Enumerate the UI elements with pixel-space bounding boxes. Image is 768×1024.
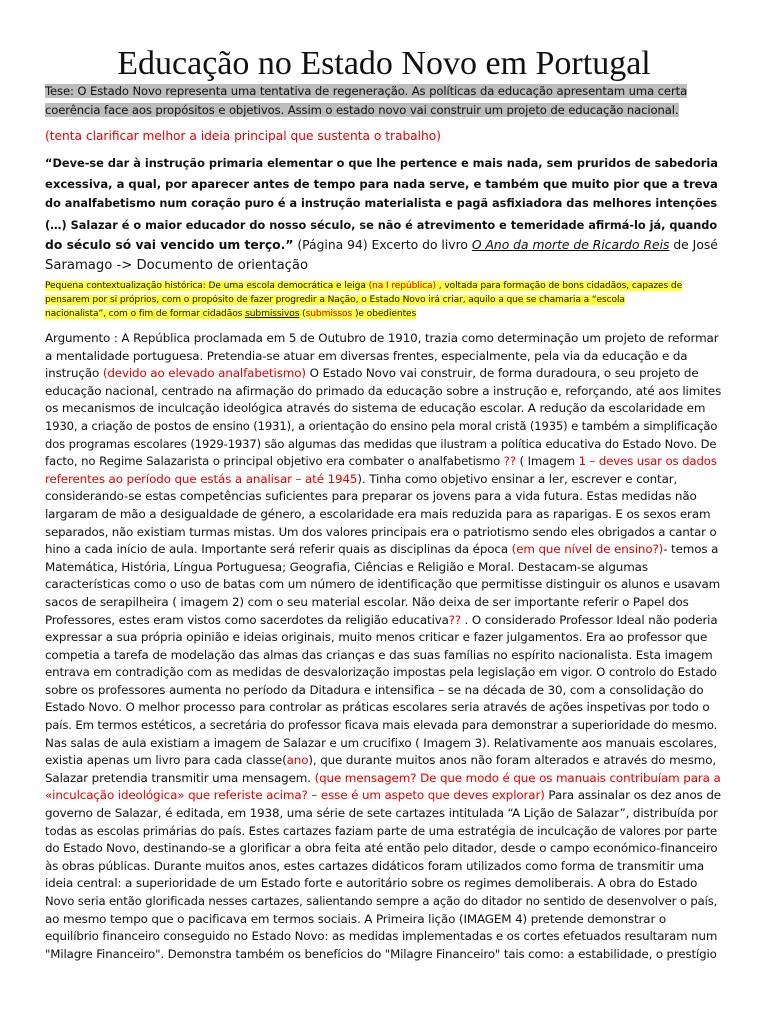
- body-line: competia a tarefa de modelação das almas das crianças e das suas famílias no espírito nacionalista. Esta imagem: [45, 647, 713, 662]
- body-line: Nas salas de aula existiam a imagem de Salazar e um crucifixo ( Imagem 3). Relativamente aos manuais escolares,: [45, 735, 717, 750]
- body-text: . O considerado Professor Ideal não poderia: [461, 612, 718, 627]
- body-line: Novo seria então glorificada nesses cartazes, salientando sempre a ação do ditador no sentido de desenvolver o país,: [45, 894, 718, 908]
- body-line: a mentalidade portuguesa. Pretendia-se atuar em diversas frentes, especialmente, pela via da educação e da: [45, 348, 688, 363]
- teacher-correction: ano: [286, 753, 309, 768]
- underlined-word: submissivos: [245, 308, 300, 319]
- body-line: largaram de mão a desigualdade de género, a escolaridade era mais reduzida para as raparigas. E os sexos eram: [45, 506, 711, 521]
- teacher-correction: (que mensagem? De que modo é que os manuais contribuíam para a: [314, 770, 721, 785]
- body-line: do Estado Novo, destinando-se a glorificar a obra feita até então pelo ditador, desde o campo económico-financeiro: [45, 841, 718, 856]
- body-line: características como o uso de batas com um número de identificação que permitisse distinguir os alunos e usavam: [45, 577, 721, 592]
- body-text: Professores, estes eram vistos como sacerdotes da religião educativa: [45, 612, 449, 627]
- body-text: ). Tinha como objetivo ensinar a ler, escrever e contar,: [357, 471, 678, 486]
- context-text: )e obedientes: [352, 308, 417, 319]
- body-line: ideia central: a superioridade de um Estado forte e autoritário sobre os regimes demoliberais. A obra do Estado: [45, 876, 698, 891]
- teacher-correction: «inculcação ideológica» que referiste acima? – esse é um aspeto que deves explorar): [45, 788, 545, 803]
- quote-line: do século só vai vencido um terço.”: [45, 238, 294, 252]
- teacher-note: (tenta clarificar melhor a ideia principal que sustenta o trabalho): [45, 129, 441, 143]
- body-line: considerando-se estas competências suficientes para preparar os jovens para a vida futura. Estas medidas não: [45, 489, 697, 504]
- body-text: Salazar pretendia transmitir uma mensagem.: [45, 770, 315, 785]
- quote-paragraph: [45, 153, 721, 276]
- body-text: facto, no Regime Salazarista o principal objetivo era combater o analfabetismo: [45, 454, 504, 469]
- teacher-correction: ??: [503, 454, 516, 469]
- body-text: instrução: [45, 366, 103, 381]
- body-text: ( Imagem: [515, 454, 579, 469]
- teacher-correction: submissos: [305, 308, 353, 319]
- page-title: Educação no Estado Novo em Portugal: [117, 45, 651, 82]
- body-text: - temos a: [663, 542, 719, 557]
- body-line: dos programas escolares (1929-1937) são algumas das medidas que ilustram a política educativa do Estado Novo. De: [45, 436, 717, 451]
- historical-context: [45, 280, 721, 321]
- body-line: Estado Novo. O melhor processo para controlar as práticas escolares seria através de ações inspetivas por todo o: [45, 700, 710, 715]
- thesis-paragraph: [45, 82, 721, 120]
- quote-line: excessiva, a qual, por aparecer antes de tempo para nada serve, e também que muito pior que a treva: [45, 176, 718, 191]
- body-line: entrava em contradição com as medidas de desvalorização impostas pela legislação em vigor. O controlo do Estado: [45, 665, 717, 680]
- body-line: separados, não existiam turmas mistas. Um dos valores principais era o patriotismo sendo eles obrigados a cantar o: [45, 524, 717, 539]
- body-text: ), que durante muitos anos não foram alterados e através do mesmo,: [308, 753, 717, 768]
- thesis-line: coerência face aos propósitos e objetivos. Assim o estado novo vai construir um projeto de educação nacional.: [45, 103, 679, 117]
- quote-source-line: Saramago -> Documento de orientação: [45, 257, 309, 273]
- context-text: pensarem por si próprios, com o propósito de fazer progredir a Nação, o Estado Novo irá criar, aquilo a que se chamaria a “escola: [45, 294, 625, 305]
- body-text: O Estado Novo vai construir, de forma duradoura, o seu projeto de: [305, 366, 699, 381]
- quote-source: (Página 94) Excerto do livro: [293, 238, 472, 252]
- body-line: todas as escolas primárias do país. Estes cartazes faziam parte de uma estratégia de inculcação de valores por parte: [45, 823, 718, 838]
- teacher-correction: (devido ao elevado analfabetismo): [102, 366, 306, 381]
- body-line: ao mesmo tempo que o pacificava em termos sociais. A Primeira lição (IMAGEM 4) pretende demonstrar o: [45, 911, 667, 926]
- body-line: sacos de serapilheira ( imagem 2) com o seu material escolar. Não deixa de ser importante referir o Papel dos: [45, 594, 689, 609]
- body-line: Matemática, História, Língua Portuguesa; Geografia, Ciências e Religião e Moral. Destacam-se algumas: [45, 559, 648, 574]
- context-text: nacionalista”, com o fim de formar cidadãos: [45, 308, 246, 319]
- context-text: (: [299, 308, 306, 319]
- teacher-correction: (na I república): [368, 281, 436, 291]
- body-line: 1930, a criação de postos de ensino (1931), a orientação do ensino pela moral cristã (1935) e também a simplificação: [45, 418, 718, 433]
- thesis-line: Tese: O Estado Novo representa uma tentativa de regeneração. As políticas da educação apresentam uma certa: [45, 84, 688, 98]
- teacher-correction: ??: [448, 612, 462, 627]
- body-line: governo de Salazar, é editada, em 1938, uma série de sete cartazes intitulada “A Lição de Salazar”, distribuída por: [45, 806, 718, 821]
- teacher-correction: 1 – deves usar os dados: [578, 454, 717, 469]
- body-line: "Milagre Financeiro". Demonstra também os benefícios do "Milagre Financeiro" tais como: a estabilidade, o prestígio: [45, 946, 717, 961]
- book-title: O Ano da morte de Ricardo Reis: [471, 238, 670, 252]
- quote-line: (…) Salazar é o maior educador do nosso século, se não é atrevimento e temeridade afirmá-lo já, quando: [45, 217, 718, 232]
- body-line: educação nacional, centrado na afirmação do primado da educação sobre a instrução e, reforçando, até aos limites: [45, 383, 722, 398]
- body-line: país. Em termos estéticos, a secretária do professor ficava mais elevada para demonstrar a superioridade do mesmo.: [45, 718, 718, 733]
- quote-line: do analfabetismo num coração puro é a instrução materialista e pagã asfixiadora das melhores intenções: [45, 197, 718, 210]
- body-line: às obras públicas. Durante muitos anos, estes cartazes didáticos foram utilizados como forma de transmitir uma: [45, 858, 705, 873]
- body-text: hino a cada início de aula. Importante será referir quais as disciplinas da época: [45, 542, 512, 557]
- body-line: os mecanismos de inculcação ideológica através do sistema de educação escolar. A redução da escolaridade em: [45, 401, 706, 416]
- body-line: sobre os professores aumenta no período da Ditadura e intensifica – se na década de 30, com a consolidação do: [45, 682, 704, 697]
- body-line: Argumento : A República proclamada em 5 de Outubro de 1910, trazia como determinação um projeto de reformar: [45, 331, 719, 345]
- teacher-correction: (em que nível de ensino?): [511, 542, 664, 557]
- argument-paragraph: [45, 330, 721, 963]
- teacher-correction: referentes ao período que estás a analisar – até 1945: [45, 471, 358, 486]
- body-text: existia apenas um livro para cada classe(: [45, 753, 287, 768]
- quote-source-author: de José: [669, 238, 718, 252]
- context-text: , voltada para formação de bons cidadãos, capazes de: [435, 281, 683, 291]
- context-text: Pequena contextualização histórica: De uma escola democrática e leiga: [45, 281, 369, 291]
- body-text: Para assinalar os dez anos de: [544, 788, 721, 803]
- body-line: equilíbrio financeiro conseguido no Estado Novo: as medidas implementadas e os cortes efetuados resultaram num: [45, 929, 718, 944]
- body-line: expressar a sua própria opinião e ideias originais, muito menos criticar e fazer julgamentos. Era ao professor que: [45, 630, 708, 645]
- quote-line: “Deve-se dar à instrução primaria elementar o que lhe pertence e mais nada, sem pruridos de sabedoria: [45, 156, 718, 170]
